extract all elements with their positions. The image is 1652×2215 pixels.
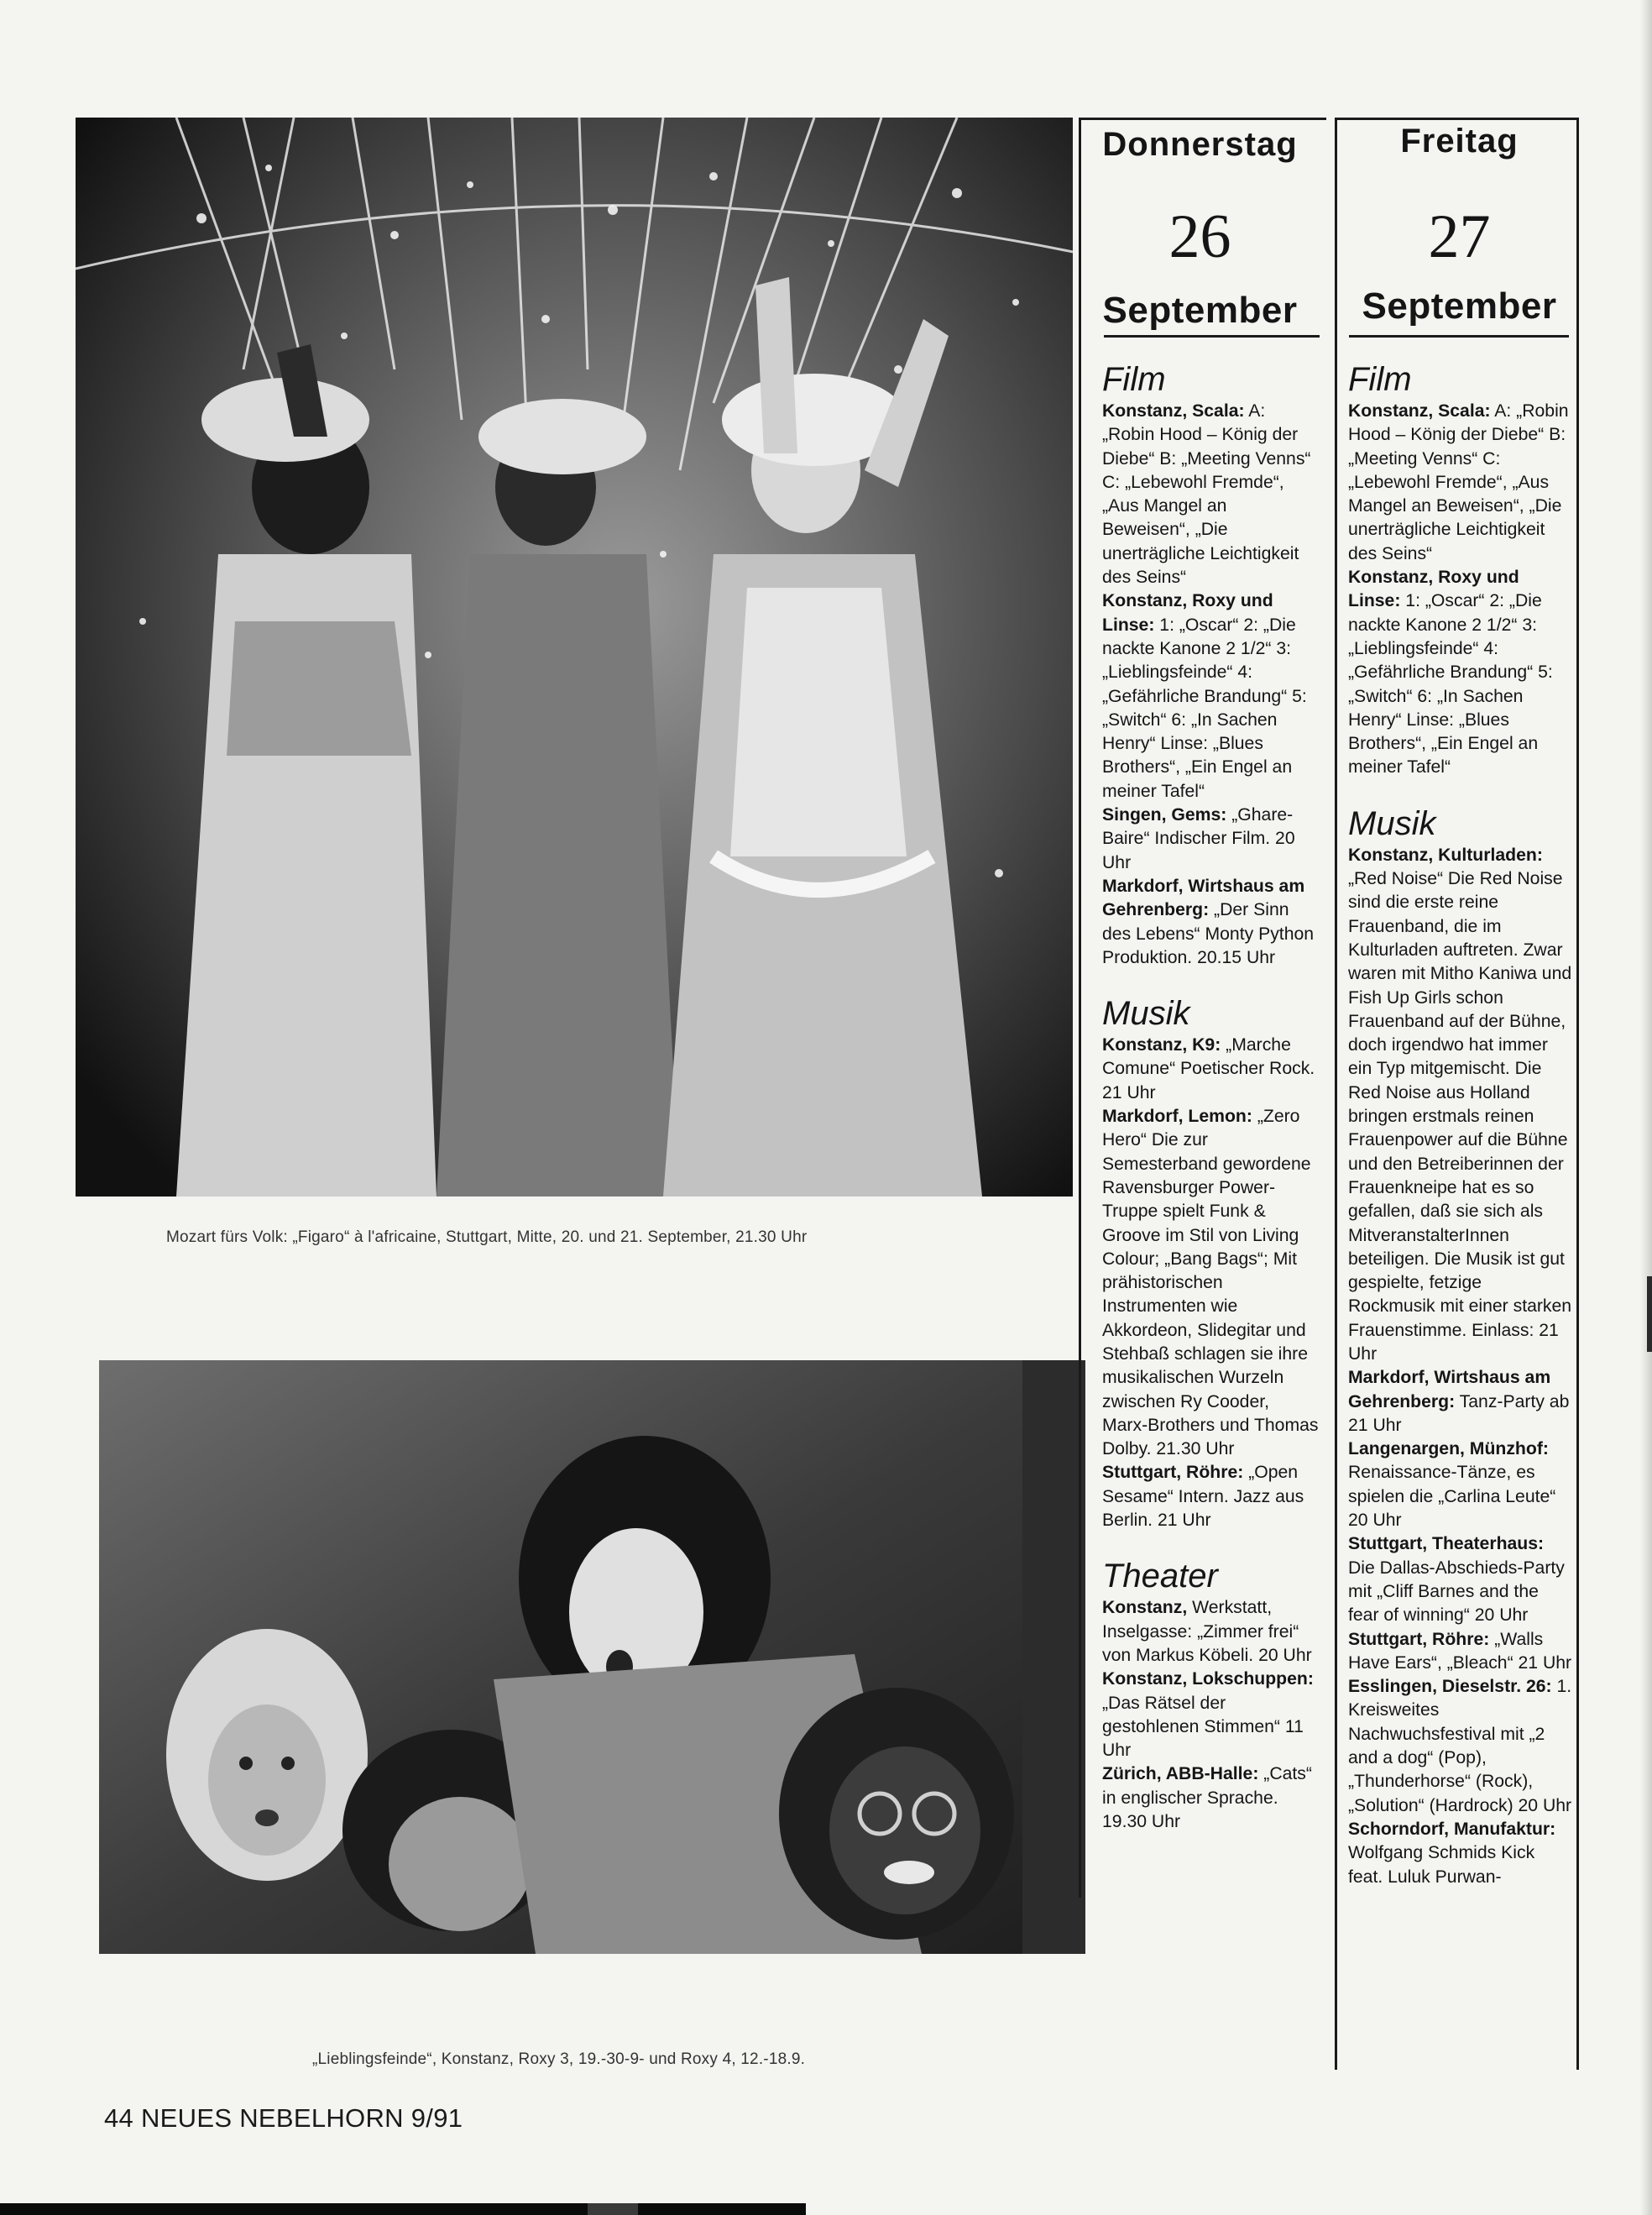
event-text: A: „Robin Hood – König der Diebe“ B: „Meeting Venns“ C: „Lebewohl Fremde“, „Aus Mangel an Beweisen“, „Die unerträgliche Leichtigkeit des Seins“ — [1102, 401, 1311, 588]
weekday-label: Donnerstag — [1102, 126, 1298, 163]
event-place: Konstanz, Lokschuppen: — [1102, 1669, 1314, 1689]
event-text: Renaissance-Tänze, es spielen die „Carlina Leute“ 20 Uhr — [1348, 1463, 1556, 1531]
event-place: Singen, Gems: — [1102, 805, 1227, 825]
section-film — [1102, 361, 1319, 970]
event-text: „Marche Comune“ Poetischer Rock. 21 Uhr — [1102, 1035, 1315, 1102]
month-label: September — [1362, 285, 1557, 327]
event-text: 1. Kreisweites Nachwuchsfestival mit „2 and a dog“ (Pop), „Thunderhorse“ (Rock), „Solution“ (Hardrock) 20 Uhr — [1348, 1677, 1572, 1815]
event-entry — [1102, 1105, 1319, 1461]
event-place: Langenargen, Münzhof: — [1348, 1439, 1549, 1459]
event-place: Zürich, ABB-Halle: — [1102, 1764, 1259, 1784]
column-rule — [1079, 118, 1081, 1898]
event-text: 1: „Oscar“ 2: „Die nackte Kanone 2 1/2“ 3: „Lieblingsfeinde“ 4: „Gefährliche Brandung“ 5: „Switch“ 6: „In Sachen Henry“ Linse: „Blues Brothers“, „Ein Engel an meiner Tafel“ — [1348, 591, 1553, 778]
event-entry — [1102, 1762, 1319, 1834]
event-entry — [1102, 804, 1319, 875]
section-film — [1348, 361, 1573, 780]
event-entry — [1348, 1366, 1573, 1437]
photo-figaro-stage — [76, 118, 1073, 1197]
event-text: „Zero Hero“ Die zur Semesterband gewordene Ravensburger Power-Truppe spielt Funk & Groove im Stil von Living Colour; „Bang Bags“; Mit prähistorischen Instrumenten wie Akkordeon, Slidegitar und Stehbaß schlagen sie ihre musikalischen Wurzeln zwischen Ry Cooder, Marx-Brothers und Thomas Dolby. 21.30 Uhr — [1102, 1107, 1319, 1459]
section-title: Film — [1348, 361, 1412, 398]
page-footer: 44 NEUES NEBELHORN 9/91 — [104, 2103, 463, 2133]
event-place: Markdorf, Wirtshaus am Gehrenberg: — [1102, 876, 1305, 920]
section-theater — [1102, 1558, 1319, 1834]
section-title: Musik — [1348, 804, 1436, 842]
event-place: Stuttgart, Röhre: — [1102, 1463, 1244, 1483]
event-entry — [1102, 875, 1319, 970]
column-rule — [1576, 118, 1579, 2070]
event-place: Konstanz, — [1102, 1598, 1188, 1618]
event-entry — [1102, 1668, 1319, 1762]
event-place: Konstanz, Scala: — [1348, 401, 1491, 421]
section-musik — [1102, 995, 1319, 1532]
event-text: „Der Sinn des Lebens“ Monty Python Produktion. 20.15 Uhr — [1102, 900, 1315, 967]
header-rule — [1104, 335, 1320, 338]
event-text: „Cats“ in englischer Sprache. 19.30 Uhr — [1102, 1764, 1312, 1832]
event-entry — [1348, 1437, 1573, 1532]
event-entry — [1348, 1532, 1573, 1627]
event-text: „Open Sesame“ Intern. Jazz aus Berlin. 21 Uhr — [1102, 1463, 1304, 1531]
event-entry — [1102, 1034, 1319, 1105]
event-place: Schorndorf, Manufaktur: — [1348, 1819, 1556, 1839]
header-rule — [1079, 118, 1326, 120]
event-place: Konstanz, K9: — [1102, 1035, 1221, 1055]
day-number: 27 — [1428, 202, 1491, 271]
month-label: September — [1102, 290, 1298, 331]
event-text: „Walls Have Ears“, „Bleach“ 21 Uhr — [1348, 1629, 1572, 1673]
section-musik — [1348, 805, 1573, 1889]
event-text: „Ghare-Baire“ Indischer Film. 20 Uhr — [1102, 805, 1295, 872]
column-rule — [1335, 118, 1337, 2070]
event-text: „Das Rätsel der gestohlenen Stimmen“ 11 Uhr — [1102, 1693, 1304, 1761]
event-text: Werkstatt, Inselgasse: „Zimmer frei“ von Markus Köbeli. 20 Uhr — [1102, 1598, 1312, 1665]
event-place: Konstanz, Kulturladen: — [1348, 845, 1543, 865]
header-rule — [1336, 118, 1578, 120]
event-entry — [1102, 589, 1319, 804]
event-entry — [1348, 1628, 1573, 1676]
event-place: Markdorf, Wirtshaus am Gehrenberg: — [1348, 1368, 1551, 1411]
event-entry — [1102, 1596, 1319, 1668]
event-place: Esslingen, Dieselstr. 26: — [1348, 1677, 1552, 1697]
event-text: Wolfgang Schmids Kick feat. Luluk Purwan- — [1348, 1843, 1535, 1887]
page-edge-mark — [1647, 1276, 1652, 1352]
header-rule — [1349, 335, 1569, 338]
photo-caption: Mozart fürs Volk: „Figaro“ à l'africaine, Stuttgart, Mitte, 20. und 21. September, 21.30 Uhr — [166, 1228, 808, 1246]
event-entry — [1102, 400, 1319, 589]
event-entry — [1348, 1675, 1573, 1818]
event-place: Markdorf, Lemon: — [1102, 1107, 1252, 1127]
event-entry — [1102, 1461, 1319, 1532]
event-text: „Red Noise“ Die Red Noise sind die erste reine Frauenband, die im Kulturladen auftreten. Zwar waren mit Mitho Kaniwa und Fish Up Girls schon Frauenband auf der Bühne, doch irgendwo hat immer ein Typ mitgemischt. Die Red Noise aus Holland bringen erstmals reinen Frauenpower auf die Bühne und den Betreiberinnen der Frauenkneipe hat es so gefallen, daß sie sich als MitveranstalterInnen beteiligen. Die Musik ist gut gespielte, fetzige Rockmusik mit einer starken Frauenstimme. Einlass: 21 Uhr — [1348, 869, 1572, 1364]
event-place: Konstanz, Roxy und Linse: — [1102, 591, 1273, 635]
event-place: Stuttgart, Theaterhaus: — [1348, 1534, 1545, 1554]
section-title: Theater — [1102, 1558, 1218, 1595]
photo-caption: „Lieblingsfeinde“, Konstanz, Roxy 3, 19.-30-9- und Roxy 4, 12.-18.9. — [312, 2050, 806, 2068]
event-list — [1348, 361, 1573, 1914]
event-entry — [1348, 1818, 1573, 1889]
event-place: Stuttgart, Röhre: — [1348, 1629, 1490, 1649]
section-title: Film — [1102, 361, 1166, 398]
scan-edge-strip — [0, 2203, 1652, 2215]
day-number: 26 — [1168, 202, 1231, 271]
event-text: 1: „Oscar“ 2: „Die nackte Kanone 2 1/2“ 3: „Lieblingsfeinde“ 4: „Gefährliche Brandung“ 5: „Switch“ 6: „In Sachen Henry“ Linse: „Blues Brothers“, „Ein Engel an meiner Tafel“ — [1102, 615, 1307, 801]
event-text: Die Dallas-Abschieds-Party mit „Cliff Barnes and the fear of winning“ 20 Uhr — [1348, 1558, 1565, 1626]
event-text: Tanz-Party ab 21 Uhr — [1348, 1391, 1570, 1435]
photo-lieblingsfeinde — [99, 1360, 1085, 1954]
event-place: Konstanz, Roxy und Linse: — [1348, 568, 1519, 611]
weekday-label: Freitag — [1400, 123, 1519, 160]
page-edge-shadow — [1640, 0, 1652, 2215]
event-text: A: „Robin Hood – König der Diebe“ B: „Meeting Venns“ C: „Lebewohl Fremde“, „Aus Mangel an Beweisen“, „Die unerträgliche Leichtigkeit des Seins“ — [1348, 401, 1569, 563]
event-list — [1102, 361, 1319, 1859]
section-title: Musik — [1102, 995, 1190, 1033]
event-entry — [1348, 400, 1573, 566]
event-entry — [1348, 566, 1573, 780]
event-place: Konstanz, Scala: — [1102, 401, 1245, 421]
event-entry — [1348, 844, 1573, 1367]
